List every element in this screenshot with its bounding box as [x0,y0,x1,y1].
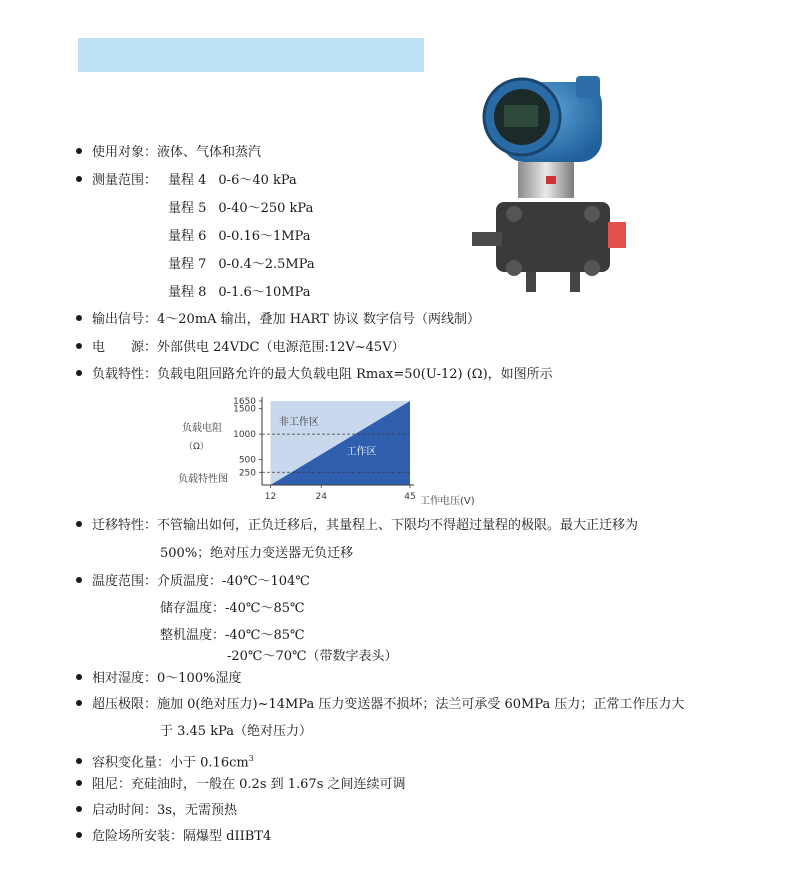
overpressure-label: 超压极限： [92,697,158,712]
bullet-icon [76,176,82,182]
overpressure-line2: 于 3.45 kPa（绝对压力） [160,724,313,739]
temperature-unit: 整机温度：-40℃～85℃ [160,628,305,643]
volume-value: 小于 0.16cm [170,755,249,771]
title-bar [78,38,424,72]
startup-label: 启动时间： [92,803,158,818]
range-label: 测量范围： [92,173,158,188]
range-item-value: 0-1.6～10MPa [218,285,311,300]
range-item-value: 0-0.16～1MPa [218,229,311,244]
startup-row [76,802,237,820]
y-tick-label: 250 [238,468,256,479]
overpressure-line1: 施加 0(绝对压力)~14MPa 压力变送器不损坏；法兰可承受 60MPa 压力；正常工作压力大 [157,697,685,712]
temperature-label: 温度范围： [92,574,158,589]
y-axis-label: 负载电阻 [182,423,222,434]
temperature-row [76,573,310,591]
output-label: 输出信号： [92,312,158,327]
y-tick-label: 500 [238,455,256,466]
bullet-icon [76,577,82,583]
x-tick-label: 12 [264,492,277,502]
range-item [168,284,311,302]
range-item [168,256,315,274]
hazard-row [76,828,271,846]
range-item [168,200,313,218]
range-item-name: 量程 4 [168,173,207,188]
load-label: 负载特性： [92,367,158,382]
range-item-value: 0-0.4～2.5MPa [218,257,315,272]
range-item-name: 量程 7 [168,257,207,272]
output-value: 4～20mA 输出，叠加 HART 协议 数字信号（两线制） [157,312,481,327]
bullet-icon [76,758,82,764]
bullet-icon [76,343,82,349]
volume-label: 容积变化量： [92,755,171,771]
migration-line1: 不管输出如何，正负迁移后，其量程上、下限均不得超过量程的极限。最大正迁移为 [157,518,639,533]
non-work-region-label: 非工作区 [278,416,319,428]
damping-label: 阻尼： [92,777,132,792]
x-tick-label: 24 [315,492,327,502]
range-item-value: 0-6～40 kPa [218,173,297,188]
power-label: 电 源： [92,340,158,355]
range-item [168,172,297,190]
temperature-storage: 储存温度：-40℃～85℃ [160,601,305,616]
work-region-label: 工作区 [346,446,377,458]
damping-row [76,776,406,794]
bullet-icon [76,315,82,321]
pressure-transmitter-image [466,72,636,297]
usage-label: 使用对象： [92,145,158,160]
bullet-icon [76,806,82,812]
power-value: 外部供电 24VDC（电源范围:12V~45V） [157,340,405,355]
load-characteristic-chart [170,393,490,511]
y-axis-unit: （Ω） [184,442,209,452]
hazard-value: 隔爆型 dIIBT4 [183,829,272,844]
range-row [76,172,157,190]
bullet-icon [76,780,82,786]
output-row [76,311,480,329]
bullet-icon [76,521,82,527]
range-item-value: 0-40～250 kPa [218,201,314,216]
migration-label: 迁移特性： [92,518,158,533]
humidity-label: 相对湿度： [92,671,158,686]
y-tick-label: 1650 [233,397,256,407]
x-tick-label: 45 [404,492,416,502]
damping-value: 充硅油时，一般在 0.2s 到 1.67s 之间连续可调 [131,777,406,792]
temperature-unit-display: -20℃～70℃（带数字表头） [227,649,398,664]
load-row [76,366,553,384]
load-zone-label: 负载特性图 [178,474,228,485]
bullet-icon [76,148,82,154]
range-item-name: 量程 6 [168,229,207,244]
volume-row [76,750,254,772]
migration-line2: 500%；绝对压力变送器无负迁移 [160,546,354,561]
startup-value: 3s，无需预热 [157,803,237,818]
bullet-icon [76,700,82,706]
humidity-row [76,670,241,688]
usage-value: 液体、气体和蒸汽 [157,145,262,160]
y-tick-label: 1500 [233,404,256,415]
bullet-icon [76,370,82,376]
volume-unit-superscript: 3 [248,754,254,763]
x-axis-label: 工作电压(V) [420,496,475,507]
load-value: 负载电阻回路允许的最大负载电阻 Rmax=50(U-12) (Ω)，如图所示 [157,367,553,382]
usage-row [76,144,261,162]
temperature-medium: 介质温度：-40℃～104℃ [157,574,310,589]
power-row [76,339,405,357]
hazard-label: 危险场所安装： [92,829,184,844]
overpressure-row [76,696,684,714]
humidity-value: 0～100%湿度 [157,671,242,686]
migration-row [76,517,638,535]
range-item-name: 量程 8 [168,285,207,300]
bullet-icon [76,832,82,838]
y-tick-label: 1000 [233,430,256,441]
bullet-icon [76,674,82,680]
range-item [168,228,311,246]
range-item-name: 量程 5 [168,201,207,216]
